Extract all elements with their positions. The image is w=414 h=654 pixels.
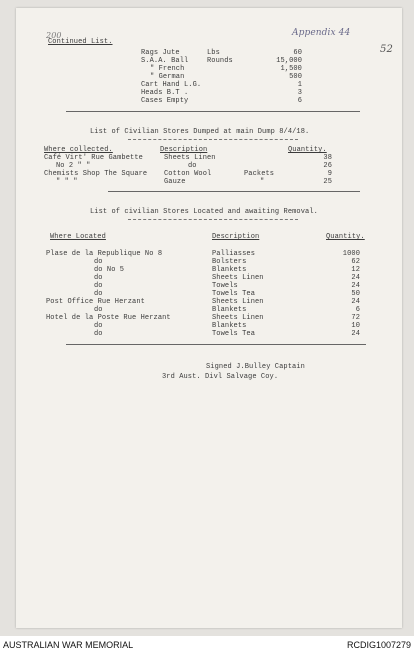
continued-heading: Continued List. — [48, 38, 113, 46]
archive-footer — [0, 636, 414, 654]
signature-unit: 3rd Aust. Divl Salvage Coy. — [162, 373, 279, 381]
corner-mark: 200 — [46, 31, 62, 40]
signature-line: Signed J.Bulley Captain — [206, 363, 305, 371]
dumped-col-where: Where collected. — [44, 146, 113, 154]
dumped-col-description: Description — [160, 146, 208, 154]
located-col-description: Description — [212, 233, 260, 241]
document-page: Appendix 44 52 200 Continued List. Rags Jute Lbs 60 S.A.A. Ball Rounds 15,000 " French 1,500 " German 500 Cart Hand L.G. 1 Heads B.T . 3 Cases Empty 6 List of Civilian Stores Dumped at main Dump 8/4/18. Where collected. Description Quantity. Café Virt' Rue Gambette Sheets Linen 38 No 2 " " do 26 Chemists Shop The Square Cotton Wool Packets 9 " " " Gauze " 25 List of civilian Stores Located and awaiting Removal. Where Located Description Quantity. Plase de la Republique No 8 Palliasses 1000 do Bolsters 62 do No 5 Blankets 12 do Sheets Linen 24 do Towels 24 do Towels Tea 50 Post Office Rue Herzant Sheets Linen 24 do Blankets 6 Hotel de la Poste Rue Herzant Sheets Linen 72 do Blankets 10 do Towels Tea 24 Signed J.Bulley Captain 3rd Aust. Divl Salvage Coy. — [16, 8, 402, 628]
section-divider — [66, 344, 366, 345]
title-underline — [128, 139, 298, 140]
title-underline — [128, 219, 298, 220]
located-title: List of civilian Stores Located and awaiting Removal. — [90, 208, 318, 216]
footer-catalogue-id: RCDIG1007279 — [346, 640, 411, 650]
located-col-where: Where Located — [50, 233, 106, 241]
located-col-quantity: Quantity. — [326, 233, 365, 241]
section-divider — [108, 191, 360, 192]
section-divider — [66, 111, 360, 112]
footer-institution: AUSTRALIAN WAR MEMORIAL — [3, 640, 134, 650]
dumped-title: List of Civilian Stores Dumped at main Dump 8/4/18. — [90, 128, 310, 136]
page-number: 52 — [380, 44, 393, 55]
appendix-annotation: Appendix 44 — [292, 28, 351, 38]
dumped-col-quantity: Quantity. — [288, 146, 327, 154]
